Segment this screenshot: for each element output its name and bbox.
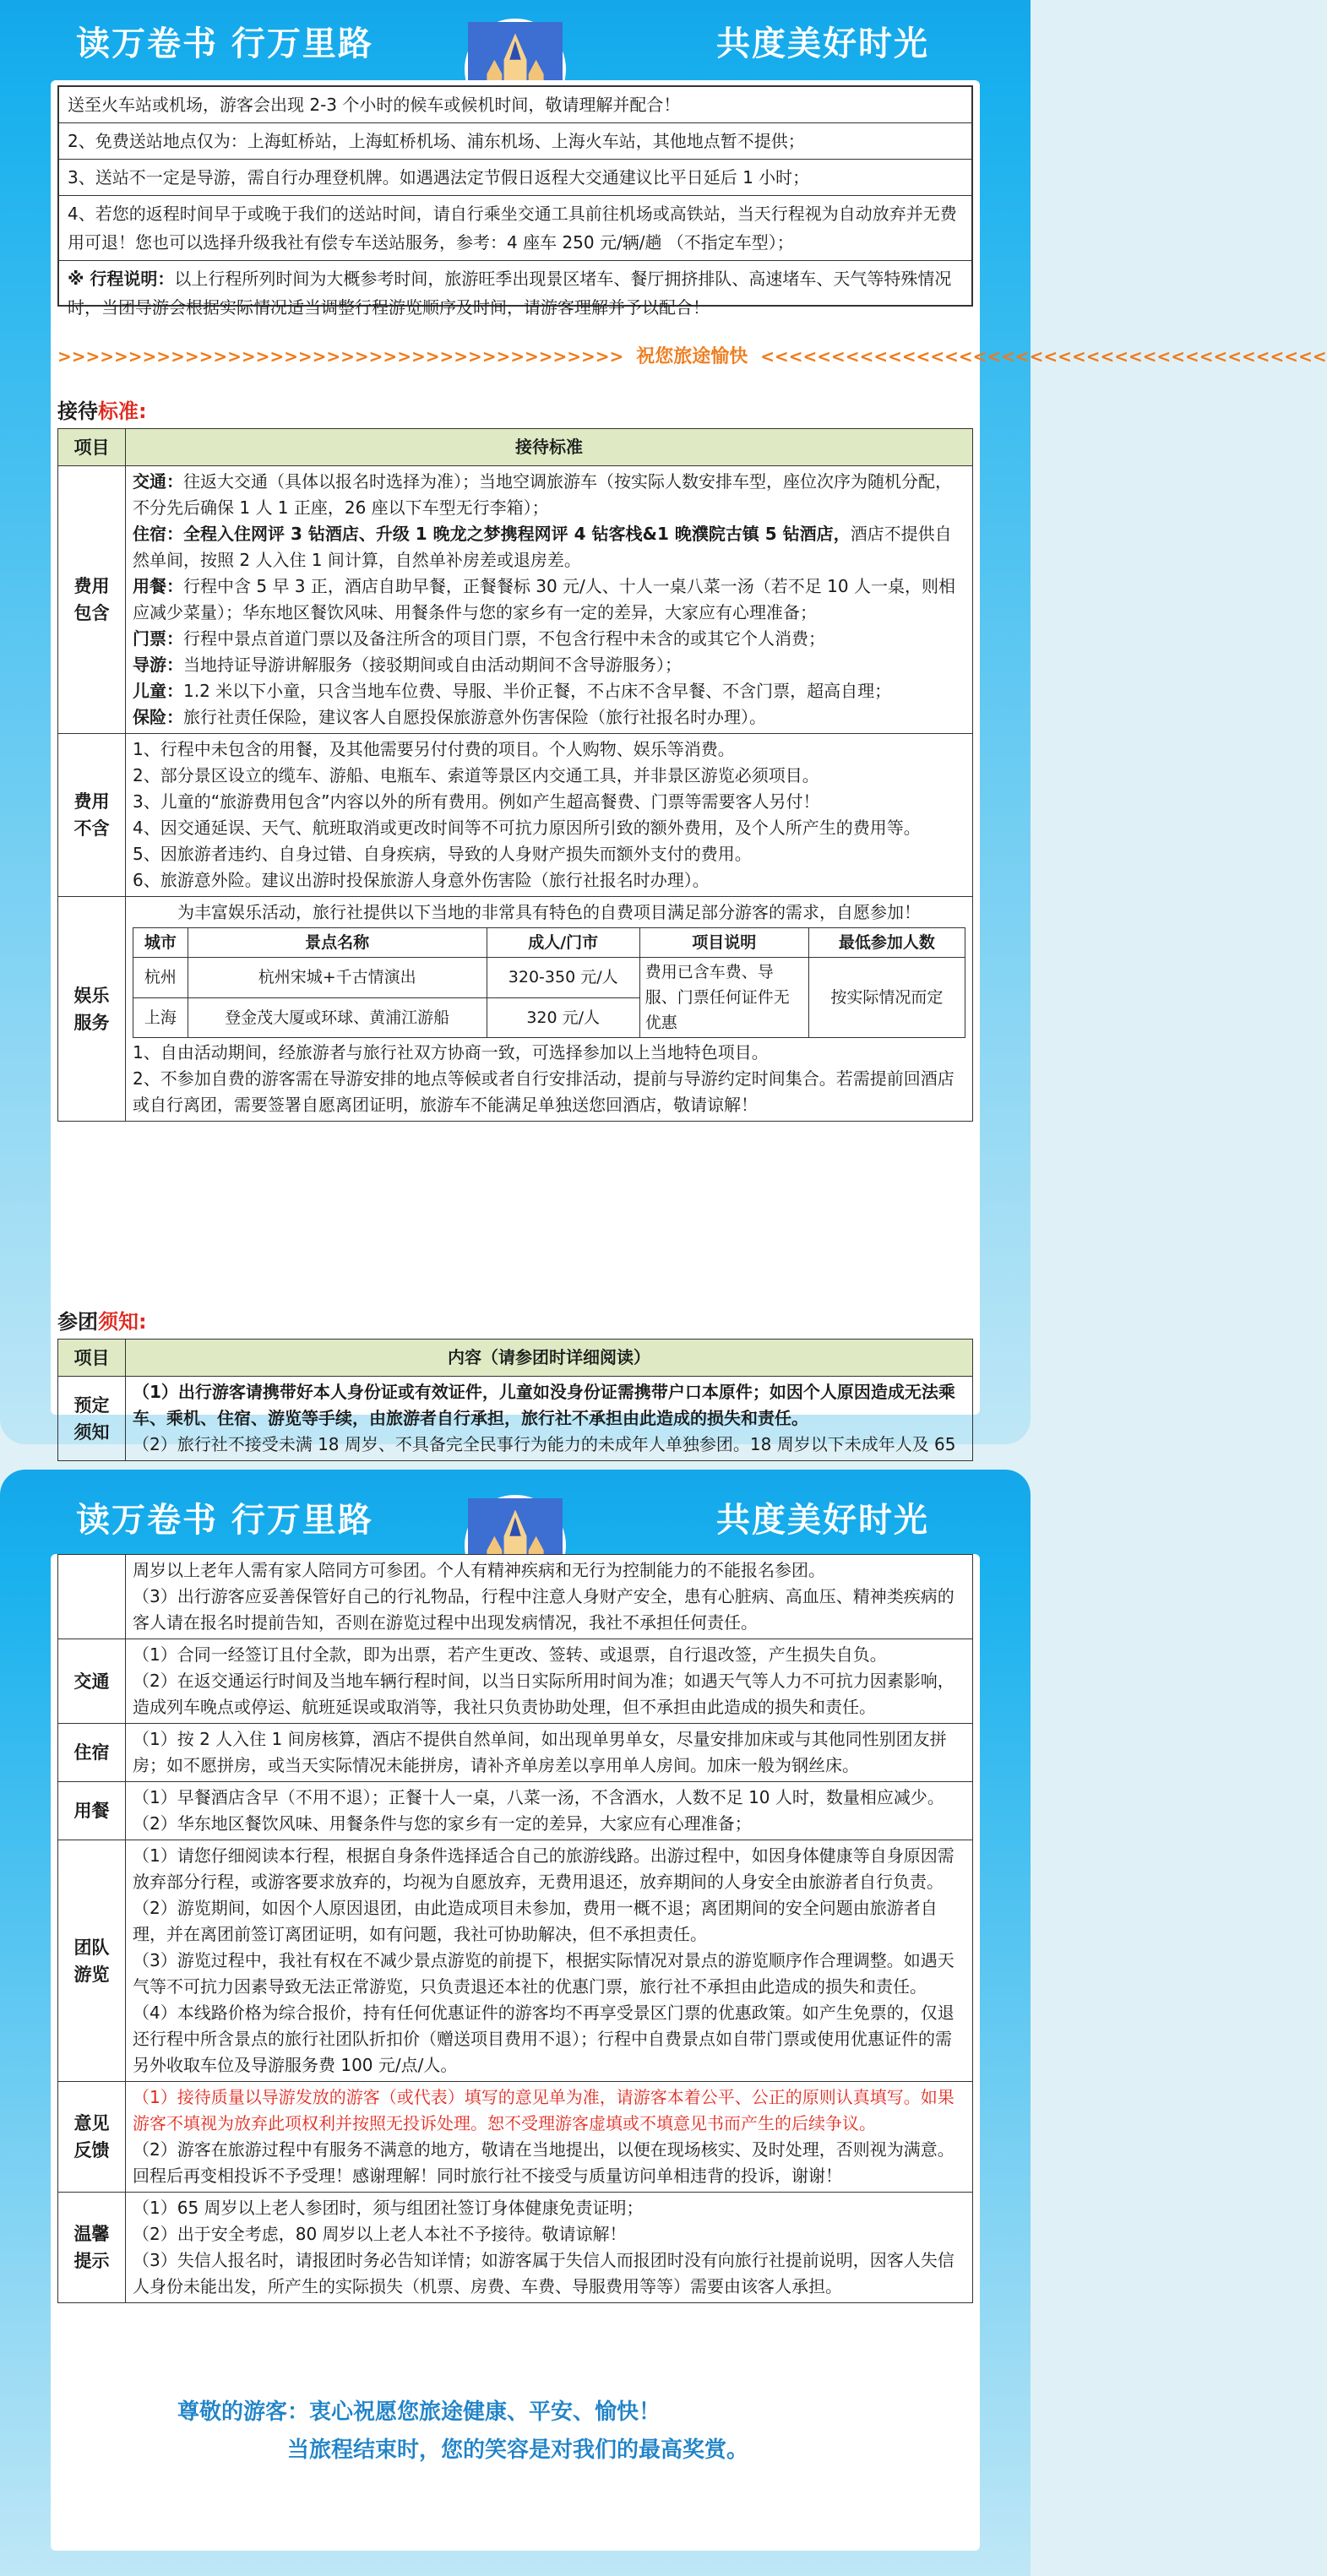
dining-row	[58, 1782, 973, 1840]
child-line: 儿童：1.2 米以下小童，只含当地车位费、导服、半价正餐，不占床不含早餐、不含门票，超高自理；	[133, 681, 892, 701]
opt-col-desc: 项目说明	[639, 928, 808, 958]
group-cont-para-1: 周岁以上老年人需有家人陪同方可参团。个人有精神疾病和无行为控制能力的不能报名参团。	[133, 1560, 825, 1580]
tour-para-4: （4）本线路价格为综合报价，持有任何优惠证件的游客均不再享受景区门票的优惠政策。如产生免票的，仅退还行程中所含景点的旅行社团队折扣价（赠送项目费用不退）；行程中自费景点如自带门票或使用优惠证件的需另外收取车位及导游服务费 100 元/点/人。	[133, 2003, 954, 2075]
opt-cell-desc: 费用已含车费、导服、门票任何证件无优惠	[639, 958, 808, 1038]
closing-line-1: 尊敬的游客：衷心祝愿您旅途健康、平安、愉快！	[177, 2399, 661, 2425]
header-banner	[0, 0, 1031, 84]
guide-line: 导游：当地持证导游讲解服务（接驳期间或自由活动期间不含导游服务）；	[133, 655, 682, 675]
booking-para-1: （1）出行游客请携带好本人身份证或有效证件，儿童如没身份证需携带户口本原件；如因个人原因造成无法乘车、乘机、住宿、游览等手续，由旅游者自行承担，旅行社不承担由此造成的损失和责任。	[133, 1382, 955, 1428]
notice-header-row	[58, 1340, 973, 1377]
standard-table	[57, 428, 973, 1122]
standard-title-part-a: 接待	[57, 399, 98, 423]
traffic-line: 交通：往返大交通（具体以报名时选择为准）；当地空调旅游车（按实际人数安排车型，座位次序为随机分配，不分先后确保 1 人 1 正座，26 座以下车型无行李箱）；	[133, 471, 952, 518]
tour-para-1: （1）请您仔细阅读本行程，根据自身条件选择适合自己的旅游线路。出游过程中，如因身体健康等自身原因需放弃部分行程，或游客要求放弃的，均视为自愿放弃，无费用退还，放弃期间的人身安全由旅游者自行负责。	[133, 1845, 954, 1892]
opt-col-price: 成人/门市	[487, 928, 639, 958]
traffic-label: 交通	[58, 1639, 126, 1724]
feedback-row	[58, 2082, 973, 2193]
excluded-item: 6、旅游意外险。建议出游时投保旅游人身意外伤害险（旅行社报名时办理）。	[133, 870, 710, 890]
fee-excluded-label: 费用 不含	[58, 734, 126, 897]
hotel-line: 住宿：全程入住网评 3 钻酒店、升级 1 晚龙之梦携程网评 4 钻客栈&1 晚濮院古镇 5 钻酒店，酒店不提供自然单间，按照 2 人入住 1 间计算，自然单补房差或退房差。	[133, 524, 952, 570]
tour-label: 团队 游览	[58, 1840, 126, 2082]
banner-slogan-left: 读万卷书 行万里路	[76, 24, 373, 63]
opt-cell-name: 登金茂大厦或环球、黄浦江游船	[188, 997, 487, 1038]
lodging-label: 住宿	[58, 1724, 126, 1782]
entertainment-note-1: 1、自由活动期间，经旅游者与旅行社双方协商一致，可选择参加以上当地特色项目。	[133, 1042, 769, 1062]
content-card-1	[51, 80, 1327, 1454]
opt-cell-min: 按实际情况而定	[808, 958, 965, 1038]
traffic-para-1: （1）合同一经签订且付全款，即为出票，若产生更改、签转、或退票，自行退改签，产生损失自负。	[133, 1644, 887, 1665]
tips-content	[126, 2193, 973, 2303]
note-5-label: ※ 行程说明：	[68, 269, 175, 289]
fee-included-label: 费用 包含	[58, 466, 126, 734]
note-1: 送至火车站或机场，游客会出现 2-3 个小时的候车或候机时间，敬请理解并配合！	[68, 95, 681, 115]
tips-para-1: （1）65 周岁以上老人参团时，须与组团社签订身体健康免责证明；	[133, 2198, 644, 2218]
table-row	[133, 958, 965, 998]
traffic-para-2: （2）在返交通运行时间及当地车辆行程时间，以当日实际所用时间为准；如遇天气等人力不可抗力因素影响，造成列车晚点或停运、航班延误或取消等，我社只负责协助处理，但不承担由此造成的损失和责任。	[133, 1671, 954, 1717]
booking-row	[58, 1377, 973, 1461]
entertainment-note-2: 2、不参加自费的游客需在导游安排的地点等候或者自行安排活动，提前与导游约定时间集合。若需提前回酒店或自行离团，需要签署自愿离团证明，旅游车不能满足单独送您回酒店，敬请谅解！	[133, 1068, 954, 1115]
tips-para-3: （3）失信人报名时，请报团时务必告知详情；如游客属于失信人而报团时没有向旅行社提前说明，因客人失信人身份未能出发，所产生的实际损失（机票、房费、车费、导服费用等等）需要由该客人承担。	[133, 2250, 954, 2296]
note-2: 2、免费送站地点仅为：上海虹桥站，上海虹桥机场、浦东机场、上海火车站，其他地点暂不提供；	[59, 122, 971, 155]
fee-excluded-row	[58, 734, 973, 897]
notice-title-part-a: 参团	[57, 1310, 98, 1334]
standard-header-row	[58, 429, 973, 466]
opt-col-min: 最低参加人数	[808, 928, 965, 958]
opt-cell-city: 上海	[133, 997, 188, 1038]
col-header-item: 项目	[58, 429, 126, 466]
standard-title-part-b: 标准:	[98, 399, 147, 423]
dining-para-1: （1）早餐酒店含早（不用不退）；正餐十人一桌，八菜一汤，不含酒水，人数不足 10 人时，数量相应减少。	[133, 1787, 944, 1807]
entertainment-row	[58, 897, 973, 1122]
transfer-notes-box	[57, 85, 973, 318]
traffic-content	[126, 1639, 973, 1724]
feedback-para-2: （2）游客在旅游过程中有服务不满意的地方，敬请在当地提出，以便在现场核实、及时处理，否则视为满意。回程后再变相投诉不予受理！感谢理解！同时旅行社不接受与质量访问单相违背的投诉，谢谢！	[133, 2139, 954, 2186]
dining-label: 用餐	[58, 1782, 126, 1840]
notice-table-continued	[57, 1554, 973, 2303]
group-cont-content	[126, 1555, 973, 1639]
notice-table	[57, 1339, 973, 1461]
opt-cell-city: 杭州	[133, 958, 188, 998]
tour-row	[58, 1840, 973, 2082]
entertainment-intro: 为丰富娱乐活动，旅行社提供以下当地的非常具有特色的自费项目满足部分游客的需求，自愿参加！	[177, 902, 921, 922]
excluded-item: 2、部分景区设立的缆车、游船、电瓶车、索道等景区内交通工具，并非景区游览必须项目。	[133, 765, 819, 785]
tour-para-2: （2）游览期间，如因个人原因退团，由此造成项目未参加，费用一概不退；离团期间的安全问题由旅游者自理，并在离团前签订离团证明，如有问题，我社可协助解决，但不承担责任。	[133, 1898, 938, 1944]
optional-items-table	[133, 927, 965, 1038]
booking-content	[126, 1377, 973, 1461]
lodging-content	[126, 1724, 973, 1782]
fee-excluded-content	[126, 734, 973, 897]
notice-title-part-b: 须知:	[98, 1310, 147, 1334]
note-4: 4、若您的返程时间早于或晚于我们的送站时间，请自行乘坐交通工具前往机场或高铁站，当天行程视为自动放弃并无费用可退！您也可以选择升级我社有偿专车送站服务，参考：4 座车 250 元/辆/趟 （不指定车型）；	[59, 195, 971, 257]
tips-label: 温馨 提示	[58, 2193, 126, 2303]
feedback-para-1: （1）接待质量以导游发放的游客（或代表）填写的意见单为准，请游客本着公平、公正的原则认真填写。如果游客不填视为放弃此项权利并按照无投诉处理。恕不受理游客虚填或不填意见书而产生的后续争议。	[133, 2087, 954, 2133]
group-cont-para-2: （3）出行游客应妥善保管好自己的行礼物品，行程中注意人身财产安全，患有心脏病、高血压、精神类疾病的客人请在报名时提前告知，否则在游览过程中出现发病情况，我社不承担任何责任。	[133, 1586, 954, 1633]
lodging-para-1: （1）按 2 人入住 1 间房核算，酒店不提供自然单间，如出现单男单女，尽量安排加床或与其他同性别团友拼房；如不愿拼房，或当天实际情况未能拼房，请补齐单房差以享用单人房间。加床一般为钢丝床。	[133, 1729, 947, 1775]
feedback-label: 意见 反馈	[58, 2082, 126, 2193]
fee-included-content	[126, 466, 973, 734]
notice-col-item: 项目	[58, 1340, 126, 1377]
opt-cell-price: 320 元/人	[487, 997, 639, 1038]
feedback-content	[126, 2082, 973, 2193]
note-5-text: 以上行程所列时间为大概参考时间，旅游旺季出现景区堵车、餐厅拥挤排队、高速堵车、天气等特殊情况时，当团导游会根据实际情况适当调整行程游览顺序及时间，请游客理解并予以配合！	[68, 269, 952, 318]
standard-section-title	[57, 394, 147, 424]
banner-slogan-left-2: 读万卷书 行万里路	[76, 1501, 373, 1540]
tour-para-3: （3）游览过程中，我社有权在不减少景点游览的前提下，根据实际情况对景点的游览顺序作合理调整。如遇天气等不可抗力因素导致无法正常游览，只负责退还本社的优惠门票，旅行社不承担由此造成的损失和责任。	[133, 1950, 954, 1997]
closing-line-2: 当旅程结束时，您的笑容是对我们的最高奖赏。	[287, 2437, 749, 2463]
tips-row	[58, 2193, 973, 2303]
wish-text: 祝您旅途愉快	[636, 346, 748, 367]
excluded-item: 1、行程中未包含的用餐，及其他需要另付付费的项目。个人购物、娱乐等消费。	[133, 739, 735, 759]
traffic-row	[58, 1639, 973, 1724]
wish-arrows-right: <<<<<<<<<<<<<<<<<<<<<<<<<<<<<<<<<<<<<<<<	[760, 346, 1327, 367]
excluded-item: 3、儿童的“旅游费用包含”内容以外的所有费用。例如产生超高餐费、门票等需要客人另付！	[133, 791, 820, 812]
booking-para-2: （2）旅行社不接受未满 18 周岁、不具备完全民事行为能力的未成年人单独参团。18 周岁以下未成年人及 65	[133, 1434, 956, 1454]
wish-divider	[57, 342, 1327, 368]
insurance-line: 保险：旅行社责任保险，建议客人自愿投保旅游意外伤害保险（旅行社报名时办理）。	[133, 707, 766, 727]
opt-cell-name: 杭州宋城+千古情演出	[188, 958, 487, 998]
tour-content	[126, 1840, 973, 2082]
meal-line: 用餐：行程中含 5 早 3 正，酒店自助早餐，正餐餐标 30 元/人、十人一桌八菜一汤（若不足 10 人一桌，则相应减少菜量）；华东地区餐饮风味、用餐条件与您的家乡有一定的差异，大家应有心理准备；	[133, 576, 955, 622]
col-header-standard: 接待标准	[126, 429, 973, 466]
dining-para-2: （2）华东地区餐饮风味、用餐条件与您的家乡有一定的差异，大家应有心理准备；	[133, 1813, 752, 1834]
dining-content	[126, 1782, 973, 1840]
lodging-row	[58, 1724, 973, 1782]
wish-arrows-left: >>>>>>>>>>>>>>>>>>>>>>>>>>>>>>>>>>>>>>>>	[57, 346, 624, 367]
group-cont-label	[58, 1555, 126, 1639]
booking-label: 预定 须知	[58, 1377, 126, 1461]
note-5	[59, 260, 971, 322]
excluded-item: 4、因交通延误、天气、航班取消或更改时间等不可抗力原因所引致的额外费用，及个人所产生的费用等。	[133, 818, 921, 838]
opt-col-city: 城市	[133, 928, 188, 958]
banner-slogan-right: 共度美好时光	[716, 24, 929, 63]
header-banner-2	[0, 1470, 1031, 1554]
notice-col-content: 内容（请参团时详细阅读）	[126, 1340, 973, 1377]
opt-cell-price: 320-350 元/人	[487, 958, 639, 998]
entertainment-label: 娱乐 服务	[58, 897, 126, 1122]
banner-slogan-right-2: 共度美好时光	[716, 1501, 929, 1540]
opt-col-name: 景点名称	[188, 928, 487, 958]
tips-para-2: （2）出于安全考虑，80 周岁以上老人本社不予接待。敬请谅解！	[133, 2224, 627, 2244]
excluded-item: 5、因旅游者违约、自身过错、自身疾病，导致的人身财产损失而额外支付的费用。	[133, 844, 752, 864]
group-cont-row	[58, 1555, 973, 1639]
note-3: 3、送站不一定是导游，需自行办理登机牌。如遇遇法定节假日返程大交通建议比平日延后 1 小时；	[59, 159, 971, 192]
entertainment-content	[126, 897, 973, 1122]
notice-section-title	[57, 1305, 147, 1334]
fee-included-row	[58, 466, 973, 734]
ticket-line: 门票：行程中景点首道门票以及备注所含的项目门票，不包含行程中未含的或其它个人消费；	[133, 628, 825, 649]
